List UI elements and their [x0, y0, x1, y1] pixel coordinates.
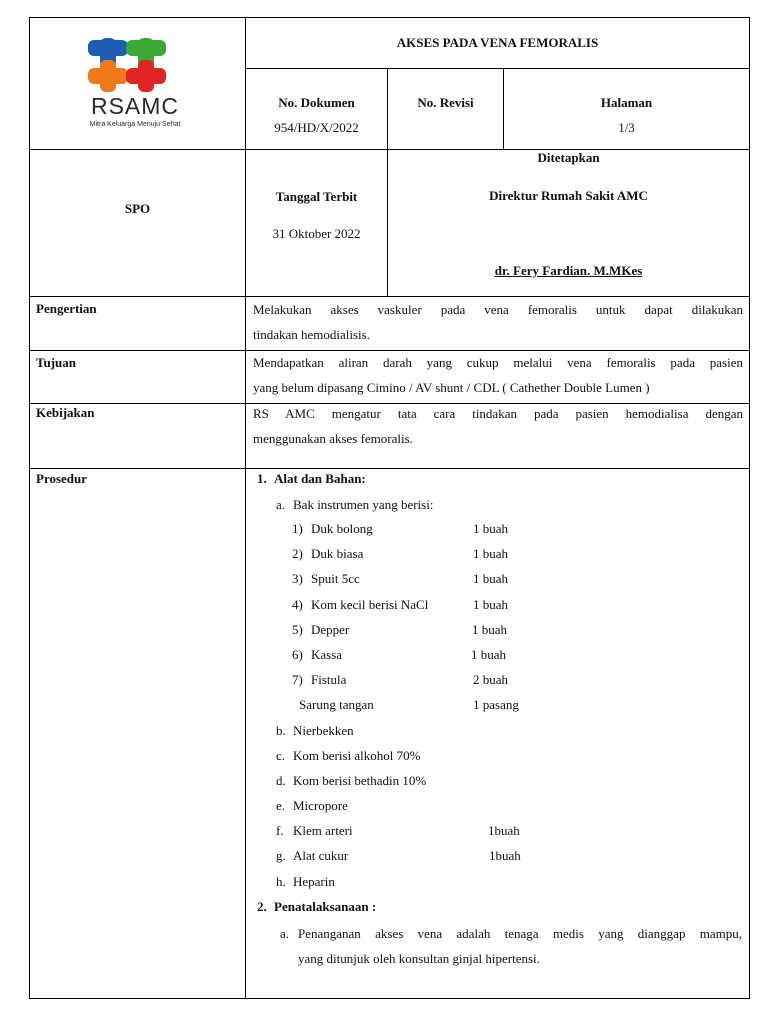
logo-cross-red-stem: [138, 60, 154, 92]
instrument-number: 3): [292, 571, 303, 586]
instrument-qty: 2 buah: [473, 672, 509, 687]
procedure-a-marker: a.: [280, 926, 290, 941]
approved-title: Direktur Rumah Sakit AMC: [489, 188, 648, 203]
prosedur-label: Prosedur: [36, 471, 88, 486]
item-marker: b.: [276, 723, 286, 738]
instrument-qty: 1 buah: [471, 647, 507, 662]
page-label: Halaman: [600, 95, 653, 110]
item-text: Nierbekken: [293, 723, 354, 738]
instrument-name: Sarung tangan: [299, 697, 374, 712]
logo-cross-orange-stem: [100, 60, 116, 92]
item-qty: 1buah: [489, 848, 521, 863]
item-marker: e.: [276, 798, 286, 813]
step-1-heading: Alat dan Bahan:: [274, 471, 366, 486]
item-text: Kom berisi alkohol 70%: [293, 748, 421, 763]
instrument-qty: 1 buah: [473, 546, 509, 561]
instrument-name: Kom kecil berisi NaCl: [311, 597, 429, 612]
sub-a-text: Bak instrumen yang berisi:: [293, 497, 434, 512]
sub-a-marker: a.: [276, 497, 286, 512]
instrument-qty: 1 buah: [473, 521, 509, 536]
kebijakan-text: RS AMC mengatur tata cara tindakan pada pasien hemodialisa dengan menggunakan akses femoralis.: [253, 406, 743, 446]
item-text: Kom berisi bethadin 10%: [293, 773, 427, 788]
logo-name: RSAMC: [90, 93, 180, 119]
spo-label: SPO: [124, 201, 151, 216]
item-text: Alat cukur: [293, 848, 349, 863]
tujuan-text: Mendapatkan aliran darah yang cukup melalui vena femoralis pada pasien yang belum dipasang Cimino / AV shunt / CDL ( Cathether Double Lumen ): [253, 355, 743, 395]
pengertian-text: Melakukan akses vaskuler pada vena femoralis untuk dapat dilakukan tindakan hemodialisis.: [253, 302, 743, 342]
instrument-number: 2): [292, 546, 303, 561]
issue-date-value: 31 Oktober 2022: [272, 226, 361, 241]
instrument-number: 5): [292, 622, 303, 637]
instrument-name: Depper: [311, 622, 350, 637]
instrument-number: 7): [292, 672, 303, 687]
revision-label: No. Revisi: [417, 95, 474, 110]
item-marker: d.: [276, 773, 286, 788]
instrument-name: Kassa: [311, 647, 343, 662]
instrument-qty: 1 buah: [472, 622, 508, 637]
step-2-number: 2.: [257, 899, 267, 914]
item-marker: f.: [276, 823, 284, 838]
instrument-qty: 1 buah: [473, 597, 509, 612]
issue-date-label: Tanggal Terbit: [275, 189, 358, 204]
step-1-number: 1.: [257, 471, 267, 486]
item-text: Heparin: [293, 874, 335, 889]
instrument-name: Fistula: [311, 672, 347, 687]
instrument-name: Duk bolong: [311, 521, 373, 536]
item-marker: c.: [276, 748, 286, 763]
instrument-number: 6): [292, 647, 303, 662]
instrument-number: 1): [292, 521, 303, 536]
item-qty: 1buah: [488, 823, 520, 838]
instrument-qty: 1 pasang: [473, 697, 519, 712]
document-title: AKSES PADA VENA FEMORALIS: [396, 35, 599, 50]
item-marker: h.: [276, 874, 286, 889]
doc-number-label: No. Dokumen: [278, 95, 355, 110]
doc-number-value: 954/HD/X/2022: [274, 120, 359, 135]
approved-label: Ditetapkan: [537, 150, 600, 165]
kebijakan-label: Kebijakan: [36, 405, 95, 420]
instrument-name: Duk biasa: [311, 546, 364, 561]
pengertian-label: Pengertian: [36, 301, 97, 316]
tujuan-label: Tujuan: [36, 355, 76, 370]
instrument-qty: 1 buah: [473, 571, 509, 586]
item-text: Micropore: [293, 798, 348, 813]
rsamc-logo: [60, 38, 210, 133]
logo-tagline: Mitra Keluarga Menuju Sehat: [89, 121, 181, 128]
instrument-name: Spuit 5cc: [311, 571, 360, 586]
page-value: 1/3: [618, 120, 635, 135]
item-marker: g.: [276, 848, 286, 863]
instrument-number: 4): [292, 597, 303, 612]
step-2-heading: Penatalaksanaan :: [274, 899, 377, 914]
procedure-a-text: Penanganan akses vena adalah tenaga medis yang dianggap mampu, yang ditunjuk oleh konsultan ginjal hipertensi.: [298, 926, 742, 966]
approved-name: dr. Fery Fardian. M.MKes: [494, 263, 643, 278]
item-text: Klem arteri: [293, 823, 353, 838]
